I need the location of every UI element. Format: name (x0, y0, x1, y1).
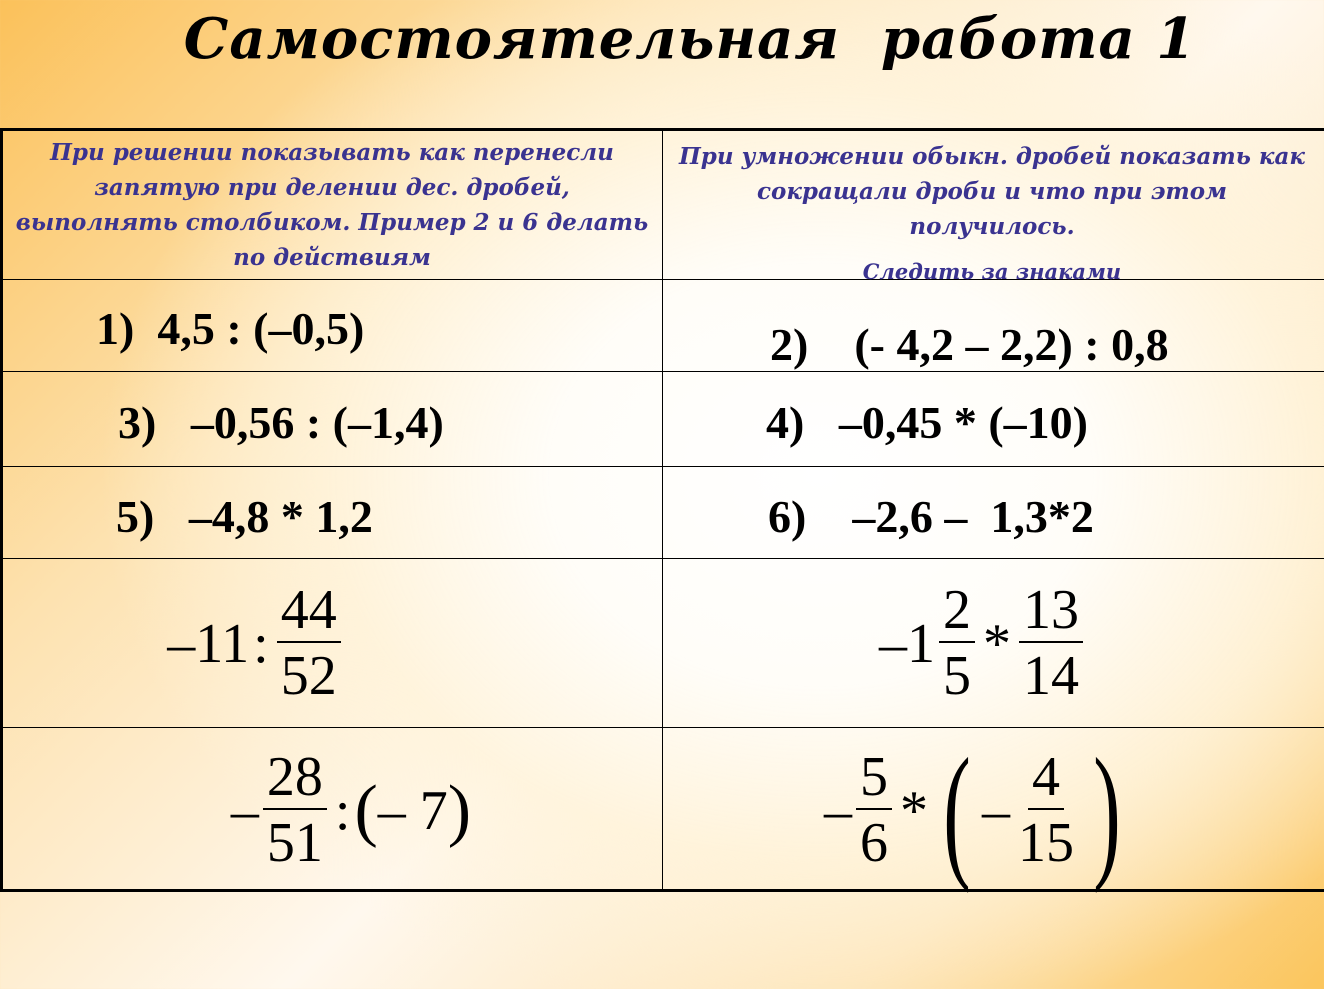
divide-sign: : (253, 613, 269, 675)
multiply-sign: * (900, 780, 929, 842)
fraction (277, 579, 341, 709)
paren-inner: – 7 (377, 780, 448, 842)
task-2: 2) (- 4,2 – 2,2) : 0,8 (770, 318, 1169, 370)
open-paren: ( (943, 728, 971, 894)
minus-sign: – (824, 780, 853, 842)
fraction-task-8 (879, 579, 1087, 709)
task-1: 1) 4,5 : (–0,5) (96, 302, 365, 354)
task-5: 5) –4,8 * 1,2 (116, 490, 373, 542)
fraction-task-10-cell (662, 729, 1324, 893)
task-2-cell (770, 299, 1169, 389)
lead-number: –11 (167, 613, 250, 675)
denominator: 5 (943, 645, 971, 707)
fraction-task-7-cell (0, 561, 662, 727)
task-4: 4) –0,45 * (–10) (766, 396, 1088, 448)
numerator: 44 (277, 579, 341, 643)
task-3: 3) –0,56 : (–1,4) (118, 396, 444, 448)
numerator: 4 (1028, 746, 1064, 810)
divide-sign: : (334, 780, 351, 842)
fraction-task-8-cell (662, 561, 1324, 727)
numerator: 5 (856, 746, 892, 810)
denominator: 14 (1023, 645, 1079, 707)
page-title: Самостоятельная работа 1 (183, 6, 1197, 72)
close-paren: ) (1093, 728, 1121, 894)
mixed-fraction (939, 579, 975, 709)
close-paren: ) (447, 772, 472, 849)
fraction-task-9-cell (0, 729, 662, 893)
numerator: 28 (263, 746, 327, 810)
fraction-task-9 (231, 746, 471, 876)
numerator: 2 (939, 579, 975, 643)
fraction (263, 746, 327, 876)
denominator: 15 (1018, 812, 1074, 874)
instruction-left-cell (12, 133, 652, 277)
task-table (0, 128, 1324, 892)
task-4-cell (766, 377, 1088, 467)
task-1-cell (96, 283, 364, 373)
table-divider (0, 279, 1324, 280)
task-6-cell (768, 471, 1094, 561)
mixed-whole: –1 (879, 613, 935, 675)
denominator: 51 (266, 812, 323, 874)
multiply-sign: * (983, 613, 1011, 675)
instruction-right: При умножении обыкн. дробей показать как сокращали дроби и что при этом получилось. (679, 143, 1305, 240)
task-3-cell (118, 377, 444, 467)
table-divider (0, 727, 1324, 728)
instruction-signs: Следить за знаками (862, 259, 1122, 284)
instruction-left: При решении показывать как перенесли запятую при делении дес. дробей, выполнять столбиком. Пример 2 и 6 делать по действиям (15, 139, 649, 271)
instruction-right-cell (672, 139, 1312, 284)
task-6: 6) –2,6 – 1,3*2 (768, 490, 1094, 542)
open-paren: ( (354, 772, 378, 849)
task-5-cell (116, 471, 373, 561)
inner-fraction (1014, 746, 1078, 876)
denominator: 52 (280, 645, 337, 707)
inner-minus-sign: – (982, 780, 1010, 842)
fraction (856, 746, 892, 876)
numerator: 13 (1019, 579, 1083, 643)
minus-sign: – (230, 780, 259, 842)
fraction-task-10 (824, 728, 1132, 894)
denominator: 6 (860, 812, 889, 874)
fraction-task-7 (167, 579, 344, 709)
fraction (1019, 579, 1083, 709)
